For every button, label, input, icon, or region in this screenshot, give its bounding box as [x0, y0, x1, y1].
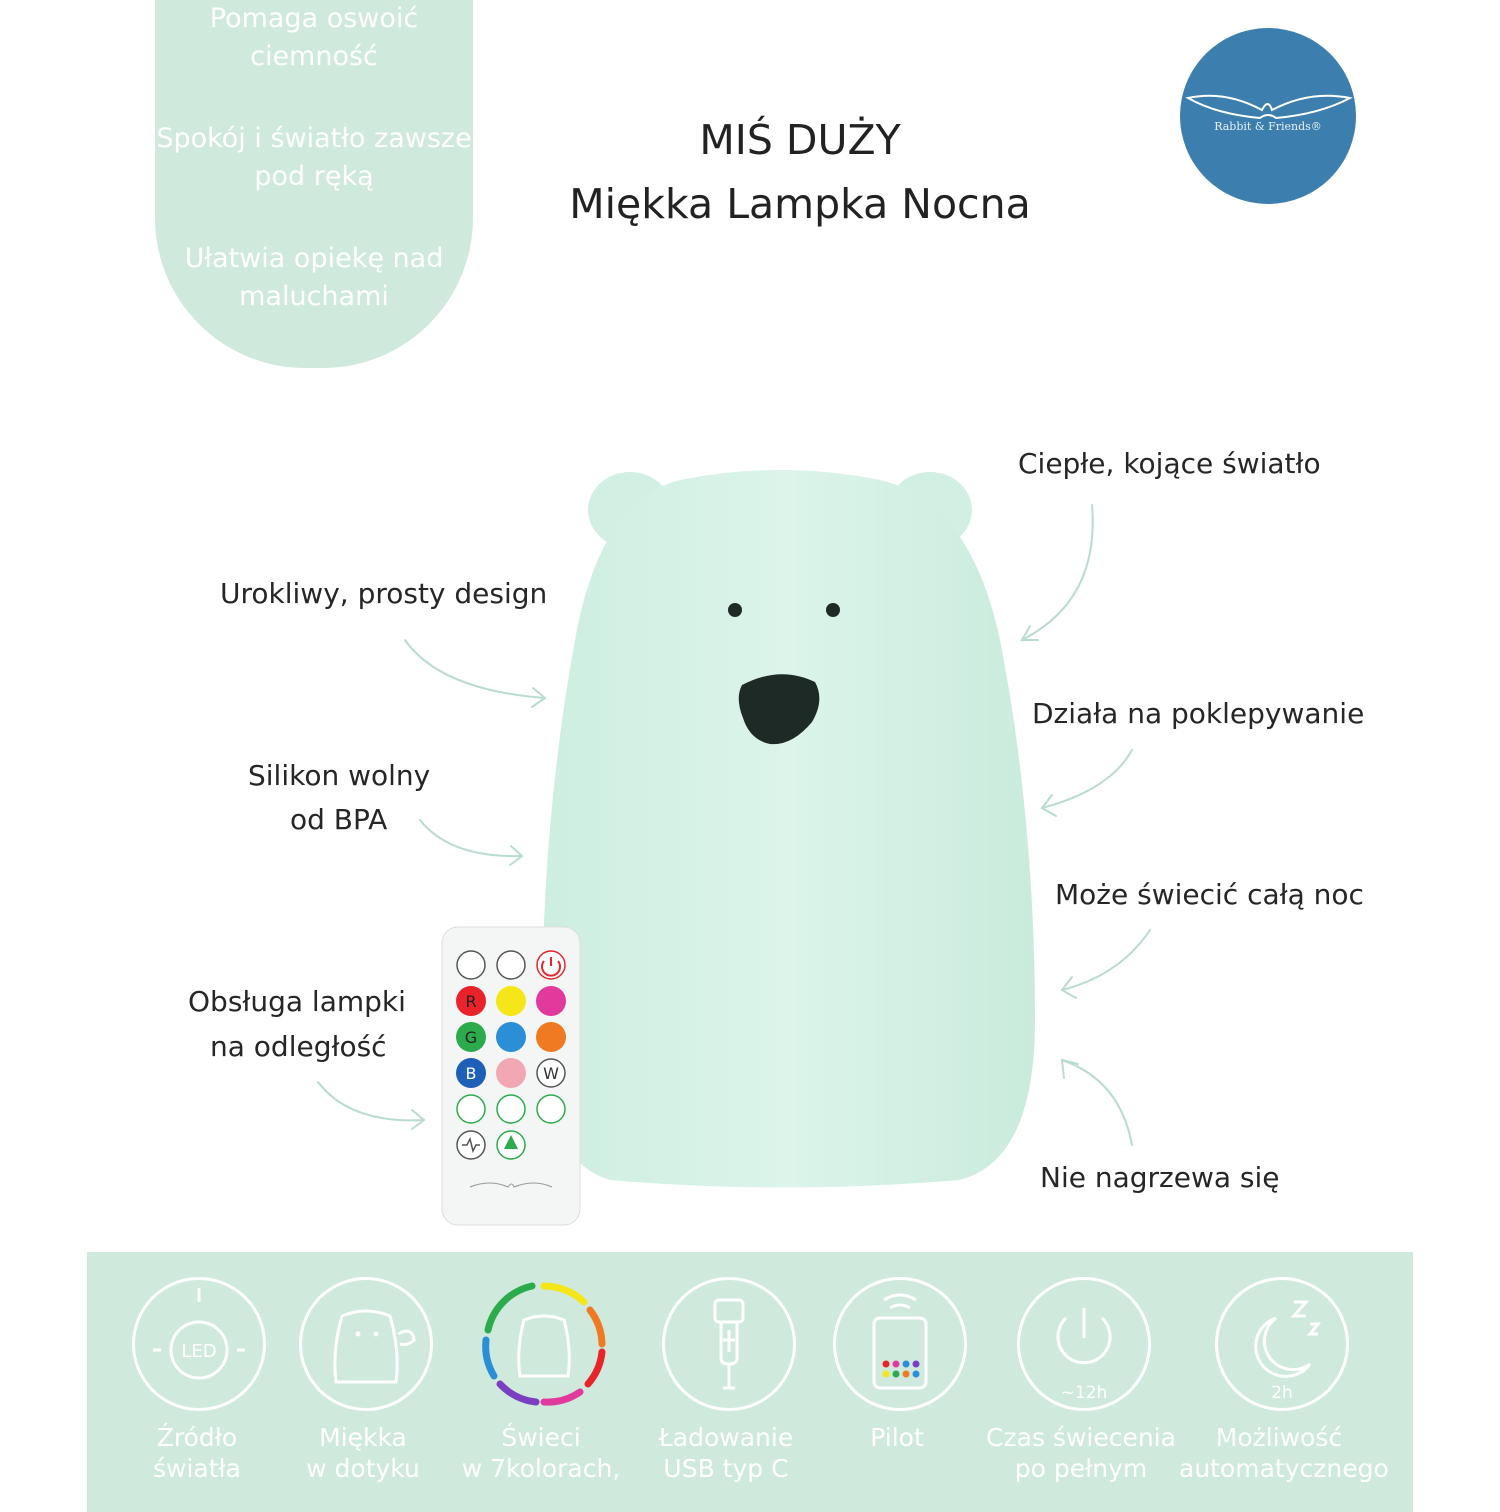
product-subtitle: Miękka Lampka Nocna: [569, 180, 1031, 228]
led-bulb-icon: [132, 1277, 266, 1411]
callout-design: Urokliwy, prosty design: [220, 577, 548, 610]
feature-label: Czas świecenia po pełnym: [986, 1423, 1176, 1483]
led-badge: LED: [181, 1341, 217, 1362]
feature-label: Pilot: [870, 1423, 924, 1452]
timer-badge: ~12h: [1060, 1383, 1108, 1403]
remote-r-button: R: [465, 992, 477, 1011]
sleep-badge: 2h: [1271, 1383, 1293, 1403]
arrow-icon: [1022, 505, 1093, 640]
feature-label: Źródło światła: [153, 1423, 241, 1483]
callout-silicone-line1: Silikon wolny: [248, 759, 431, 792]
features-band: [87, 1252, 1413, 1512]
feature-label: Miękka w dotyku: [306, 1423, 420, 1483]
arrow-icon: [1042, 750, 1132, 808]
soft-bear-touch-icon: [299, 1277, 433, 1411]
arrow-icon: [420, 820, 522, 856]
callout-tap: Działa na poklepywanie: [1032, 697, 1365, 730]
benefit-item: Pomaga oswoić ciemność: [209, 3, 419, 72]
feature-label: Świeci w 7kolorach,: [461, 1423, 621, 1483]
arrow-icon: [1062, 930, 1150, 990]
callout-warm-light: Ciepłe, kojące światło: [1018, 447, 1321, 480]
callout-no-heat: Nie nagrzewa się: [1040, 1161, 1280, 1194]
arrow-icon: [405, 640, 545, 698]
benefit-item: Spokój i światło zawsze pod ręką: [156, 123, 472, 192]
arrow-icon: [318, 1082, 424, 1120]
color-ring-bear-icon: [477, 1277, 611, 1411]
remote-control-icon: [833, 1277, 967, 1411]
callout-all-night: Może świecić całą noc: [1055, 878, 1364, 911]
moon-sleep-icon: [1215, 1277, 1349, 1411]
feature-label: Ładowanie USB typ C: [658, 1423, 794, 1483]
brand-name: Rabbit & Friends®: [1214, 120, 1322, 133]
callout-silicone-line2: od BPA: [290, 803, 388, 836]
usb-c-icon: [662, 1277, 796, 1411]
callout-remote-line1: Obsługa lampki: [188, 985, 406, 1018]
feature-label: Możliwość automatycznego: [1179, 1423, 1389, 1483]
product-title: MIŚ DUŻY: [699, 116, 901, 164]
benefit-item: Ułatwia opiekę nad maluchami: [184, 243, 444, 312]
remote-b-button: B: [465, 1064, 477, 1083]
arrow-icon: [1062, 1060, 1132, 1145]
power-timer-icon: [1017, 1277, 1151, 1411]
callout-remote-line2: na odległość: [210, 1030, 387, 1063]
remote-g-button: G: [464, 1028, 478, 1047]
remote-w-button: W: [543, 1064, 559, 1083]
